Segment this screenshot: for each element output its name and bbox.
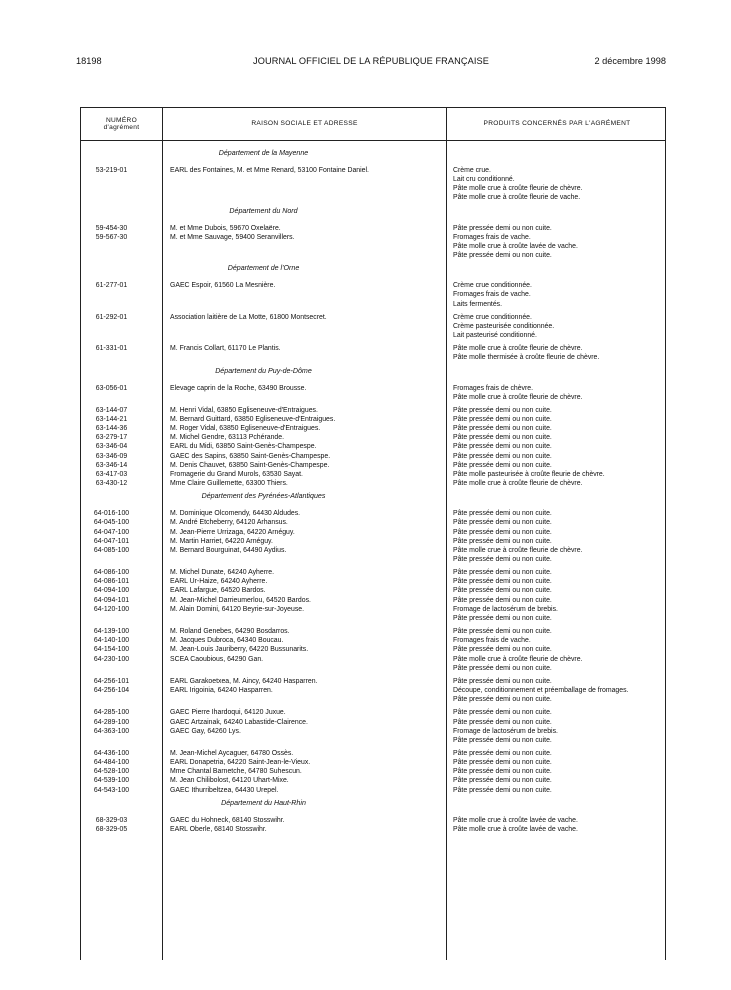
produit-item: Fromages frais de vache. — [453, 637, 531, 645]
numero-agrement: 64-045-100 — [93, 519, 130, 527]
numero-agrement: 64-154-100 — [93, 646, 130, 654]
raison-sociale: GAEC Gay, 64260 Lys. — [170, 727, 241, 735]
numero-agrement: 61-277-01 — [95, 282, 128, 290]
numero-agrement: 68-329-05 — [95, 825, 128, 833]
produit-item: Pâte pressée demi ou non cuite. — [453, 749, 552, 757]
produit-item: Pâte pressée demi ou non cuite. — [453, 709, 552, 717]
produits-list — [446, 776, 667, 785]
table-row — [81, 568, 667, 577]
raison-sociale: EARL Donapetria, 64220 Saint-Jean-le-Vieux. — [170, 759, 311, 767]
numero-agrement: 63-346-04 — [95, 443, 128, 451]
produit-item: Fromages frais de chèvre. — [453, 384, 534, 392]
header-separator — [81, 140, 665, 141]
produit-item: Pâte pressée demi ou non cuite. — [453, 252, 552, 260]
raison-sociale: Mme Claire Guillemette, 63300 Thiers. — [170, 480, 288, 488]
produits-list — [446, 767, 667, 776]
produit-item: Pâte molle crue à croûte lavée de vache. — [453, 816, 578, 824]
produits-list — [446, 233, 667, 260]
numero-agrement: 64-230-100 — [93, 655, 130, 663]
produits-list — [446, 313, 667, 340]
numero-agrement: 64-528-100 — [93, 768, 130, 776]
produit-item: Pâte pressée demi ou non cuite. — [453, 510, 552, 518]
table-row — [81, 479, 667, 488]
table-row — [81, 596, 667, 605]
journal-title: JOURNAL OFFICIEL DE LA RÉPUBLIQUE FRANÇAISE — [253, 56, 489, 66]
raison-sociale: M. Jean-Pierre Urrizaga, 64220 Arnéguy. — [170, 528, 295, 536]
produit-item: Pâte molle crue à croûte lavée de vache. — [453, 825, 578, 833]
produits-list — [446, 424, 667, 433]
table-row — [81, 470, 667, 479]
produit-item: Pâte molle crue à croûte lavée de vache. — [453, 242, 578, 250]
numero-agrement: 63-279-17 — [95, 434, 128, 442]
produit-item: Pâte molle thermisée à croûte fleurie de chèvre. — [453, 354, 600, 362]
produits-list — [446, 708, 667, 717]
raison-sociale: GAEC Artzainak, 64240 Labastide-Clairence. — [170, 718, 308, 726]
produit-item: Pâte pressée demi ou non cuite. — [453, 452, 552, 460]
table-row — [81, 708, 667, 717]
numero-agrement: 64-139-100 — [93, 628, 130, 636]
numero-agrement: 64-140-100 — [93, 637, 130, 645]
produits-list — [446, 433, 667, 442]
produit-item: Pâte pressée demi ou non cuite. — [453, 443, 552, 451]
numero-agrement: 68-329-03 — [95, 816, 128, 824]
department-heading: Département de la Mayenne — [218, 149, 309, 157]
numero-agrement: 64-363-100 — [93, 727, 130, 735]
produit-item: Lait cru conditionné. — [453, 176, 515, 184]
numero-agrement: 63-056-01 — [95, 384, 128, 392]
produits-list — [446, 586, 667, 595]
column-header-raison-label: RAISON SOCIALE ET ADRESSE — [251, 120, 358, 128]
department-heading: Département du Nord — [229, 206, 298, 215]
produit-item: Crème crue conditionnée. — [453, 313, 532, 321]
raison-sociale: SCEA Caoubious, 64290 Gan. — [170, 655, 264, 663]
produits-list — [446, 749, 667, 758]
raison-sociale: M. Michel Dunate, 64240 Ayherre. — [170, 569, 275, 577]
table-row — [81, 776, 667, 785]
produit-item: Pâte pressée demi ou non cuite. — [453, 587, 552, 595]
produit-item: Pâte pressée demi ou non cuite. — [453, 434, 552, 442]
column-header-raison — [163, 108, 446, 140]
raison-sociale: M. Alain Domini, 64120 Beyrie-sur-Joyeuse. — [170, 605, 305, 613]
raison-sociale: M. Dominique Olcomendy, 64430 Aldudes. — [170, 510, 301, 518]
numero-agrement: 64-047-101 — [93, 537, 130, 545]
produit-item: Pâte pressée demi ou non cuite. — [453, 736, 552, 744]
raison-sociale: M. André Etcheberry, 64120 Arhansus. — [170, 519, 288, 527]
raison-sociale: M. Henri Vidal, 63850 Egliseneuve-d'Entraigues. — [170, 406, 318, 414]
table-row — [81, 718, 667, 727]
produit-item: Pâte molle crue à croûte fleurie de chèvre. — [453, 393, 583, 401]
department-heading: Département du Puy-de-Dôme — [215, 366, 312, 375]
produit-item: Pâte pressée demi ou non cuite. — [453, 759, 552, 767]
produit-item: Pâte pressée demi ou non cuite. — [453, 677, 552, 685]
produits-list — [446, 686, 667, 704]
table-row — [81, 758, 667, 767]
numero-agrement: 53-219-01 — [95, 167, 128, 174]
raison-sociale: EARL du Midi, 63850 Saint-Genès-Champespe. — [170, 443, 317, 451]
table-row — [81, 749, 667, 758]
produit-item: Pâte molle crue à croûte fleurie de chèvre. — [453, 345, 583, 353]
table-row — [81, 406, 667, 415]
produit-item: Pâte molle pasteurisée à croûte fleurie de chèvre. — [453, 470, 605, 478]
department-heading: Département de l'Orne — [227, 264, 300, 273]
produits-list — [446, 509, 667, 518]
produit-item: Pâte pressée demi ou non cuite. — [453, 556, 552, 563]
table-row — [81, 825, 667, 834]
table-row — [81, 452, 667, 461]
table-row — [81, 546, 667, 564]
column-header-numero-label: NUMÉRO d'agrément — [103, 116, 140, 131]
produits-list — [446, 415, 667, 424]
produit-item: Pâte pressée demi ou non cuite. — [453, 768, 552, 776]
produit-item: Pâte pressée demi ou non cuite. — [453, 596, 552, 604]
produits-list — [446, 166, 667, 203]
raison-sociale: M. Michel Gendre, 63113 Pchérande. — [170, 434, 285, 442]
table-row — [81, 518, 667, 527]
produit-item: Crème crue conditionnée. — [453, 282, 532, 290]
numero-agrement: 64-094-100 — [93, 587, 130, 595]
numero-agrement: 64-543-100 — [93, 786, 130, 794]
table-row — [81, 677, 667, 686]
raison-sociale: GAEC Pierre Ihardoqui, 64120 Juxue. — [170, 709, 286, 717]
produits-list — [446, 825, 667, 834]
table-row — [81, 461, 667, 470]
table-row — [81, 577, 667, 586]
produits-list — [446, 786, 667, 795]
produit-item: Pâte molle crue à croûte fleurie de chèvre. — [453, 480, 583, 488]
raison-sociale: M. Jean-Louis Jauriberry, 64220 Bussunarits. — [170, 646, 309, 654]
table-row — [81, 537, 667, 546]
produit-item: Fromages frais de vache. — [453, 233, 531, 241]
produits-list — [446, 452, 667, 461]
produits-list — [446, 442, 667, 451]
table-row — [81, 233, 667, 260]
raison-sociale: M. Bernard Bourguinat, 64490 Aydius. — [170, 546, 287, 554]
produits-list — [446, 677, 667, 686]
raison-sociale: EARL Lafargue, 64520 Bardos. — [170, 587, 266, 595]
page-header — [76, 56, 666, 70]
raison-sociale: Elevage caprin de la Roche, 63490 Brousse. — [170, 384, 307, 392]
numero-agrement: 64-285-100 — [93, 709, 130, 717]
table-row — [81, 442, 667, 451]
raison-sociale: GAEC des Sapins, 63850 Saint-Genès-Champespe. — [170, 452, 331, 460]
column-header-produits-label: PRODUITS CONCERNÉS PAR L'AGRÉMENT — [483, 120, 631, 128]
column-header-numero — [81, 108, 162, 140]
raison-sociale: GAEC Ithurribeltzea, 64430 Urepel. — [170, 786, 279, 794]
numero-agrement: 63-346-14 — [95, 461, 128, 469]
produit-item: Crème crue. — [453, 167, 491, 174]
table-row — [81, 655, 667, 673]
raison-sociale: EARL Ur-Haize, 64240 Ayherre. — [170, 578, 268, 586]
numero-agrement: 64-086-101 — [93, 578, 130, 586]
produits-list — [446, 461, 667, 470]
produits-list — [446, 605, 667, 623]
numero-agrement: 63-144-36 — [95, 425, 128, 433]
raison-sociale: M. Jacques Dubroca, 64340 Boucau. — [170, 637, 284, 645]
table-row — [81, 415, 667, 424]
produits-list — [446, 645, 667, 654]
numero-agrement: 64-256-104 — [93, 687, 130, 695]
table-row — [81, 424, 667, 433]
numero-agrement: 63-144-07 — [95, 406, 128, 414]
agrement-table — [80, 107, 666, 960]
produit-item: Pâte pressée demi ou non cuite. — [453, 415, 552, 423]
produits-list — [446, 470, 667, 479]
numero-agrement: 64-086-100 — [93, 569, 130, 577]
publication-date: 2 décembre 1998 — [594, 56, 666, 66]
raison-sociale: Mme Chantal Barnetche, 64780 Suhescun. — [170, 768, 302, 776]
produits-list — [446, 281, 667, 308]
table-row — [81, 586, 667, 595]
raison-sociale: Association laitière de La Motte, 61800 Montsecret. — [170, 313, 327, 321]
numero-agrement: 63-346-09 — [95, 452, 128, 460]
table-row — [81, 627, 667, 636]
produit-item: Lait pasteurisé conditionné. — [453, 332, 537, 340]
raison-sociale: M. Jean-Michel Darrieumerlou, 64520 Bardos. — [170, 596, 311, 604]
produits-list — [446, 627, 667, 636]
produits-list — [446, 655, 667, 673]
produit-item: Pâte pressée demi ou non cuite. — [453, 718, 552, 726]
produits-list — [446, 816, 667, 825]
raison-sociale: M. Martin Harriet, 64220 Arnéguy. — [170, 537, 273, 545]
raison-sociale: GAEC du Hohneck, 68140 Stosswihr. — [170, 816, 285, 824]
produit-item: Pâte pressée demi ou non cuite. — [453, 461, 552, 469]
produit-item: Laits fermentés. — [453, 300, 503, 308]
raison-sociale: M. et Mme Sauvage, 59400 Seranvillers. — [170, 233, 295, 241]
produit-item: Pâte pressée demi ou non cuite. — [453, 578, 552, 586]
raison-sociale: M. et Mme Dubois, 59670 Oxelaëre. — [170, 224, 281, 232]
produit-item: Crème pasteurisée conditionnée. — [453, 322, 555, 330]
numero-agrement: 64-256-101 — [93, 677, 130, 685]
numero-agrement: 61-331-01 — [95, 345, 128, 353]
table-row — [81, 344, 667, 362]
produit-item: Pâte pressée demi ou non cuite. — [453, 628, 552, 636]
raison-sociale: M. Francis Collart, 61170 Le Plantis. — [170, 345, 281, 353]
raison-sociale: Fromagerie du Grand Murols, 63530 Sayat. — [170, 470, 303, 478]
numero-agrement: 64-436-100 — [93, 749, 130, 757]
table-row — [81, 816, 667, 825]
produits-list — [446, 758, 667, 767]
table-row — [81, 786, 667, 795]
numero-agrement: 64-484-100 — [93, 759, 130, 767]
numero-agrement: 64-085-100 — [93, 546, 130, 554]
produits-list — [446, 596, 667, 605]
produits-list — [446, 718, 667, 727]
produits-list — [446, 546, 667, 564]
table-row — [81, 605, 667, 623]
table-row — [81, 281, 667, 308]
produit-item: Pâte pressée demi ou non cuite. — [453, 425, 552, 433]
produit-item: Pâte pressée demi ou non cuite. — [453, 777, 552, 785]
produit-item: Pâte molle crue à croûte fleurie de chèvre. — [453, 655, 583, 663]
produits-list — [446, 479, 667, 488]
numero-agrement: 64-047-100 — [93, 528, 130, 536]
produits-list — [446, 636, 667, 645]
raison-sociale: M. Jean Chilibolost, 64120 Uhart-Mixe. — [170, 777, 289, 785]
table-row — [81, 767, 667, 776]
produit-item: Pâte molle crue à croûte fleurie de vache. — [453, 194, 581, 202]
raison-sociale: EARL des Fontaines, M. et Mme Renard, 53100 Fontaine Daniel. — [170, 167, 369, 174]
department-heading: Département des Pyrénées-Atlantiques — [201, 492, 326, 501]
table-row — [81, 727, 667, 745]
numero-agrement: 64-120-100 — [93, 605, 130, 613]
raison-sociale: M. Jean-Michel Aycaguer, 64780 Ossès. — [170, 749, 294, 757]
produits-list — [446, 384, 667, 402]
raison-sociale: EARL Garakoetxea, M. Aincy, 64240 Hasparren. — [170, 677, 318, 685]
table-row — [81, 313, 667, 340]
produit-item: Pâte pressée demi ou non cuite. — [453, 646, 552, 654]
produit-item: Fromage de lactosérum de brebis. — [453, 727, 558, 735]
raison-sociale: EARL Oberle, 68140 Stosswihr. — [170, 825, 267, 833]
page-number: 18198 — [76, 56, 102, 66]
table-row — [81, 636, 667, 645]
produit-item: Pâte pressée demi ou non cuite. — [453, 406, 552, 414]
section-spacer — [81, 834, 667, 838]
raison-sociale: GAEC Espoir, 61560 La Mesnière. — [170, 282, 276, 290]
produits-list — [446, 406, 667, 415]
numero-agrement: 64-539-100 — [93, 777, 130, 785]
produit-item: Fromage de lactosérum de brebis. — [453, 605, 558, 613]
table-row — [81, 528, 667, 537]
department-heading: Département du Haut-Rhin — [221, 798, 306, 807]
raison-sociale: M. Bernard Guittard, 63850 Egliseneuve-d'Entraigues. — [170, 415, 336, 423]
raison-sociale: M. Denis Chauvet, 63850 Saint-Genès-Champespe. — [170, 461, 330, 469]
produit-item: Pâte pressée demi ou non cuite. — [453, 528, 552, 536]
table-row — [81, 224, 667, 233]
produit-item: Pâte pressée demi ou non cuite. — [453, 664, 552, 672]
numero-agrement: 64-016-100 — [93, 510, 130, 518]
produits-list — [446, 344, 667, 362]
produit-item: Pâte pressée demi ou non cuite. — [453, 786, 552, 794]
numero-agrement: 63-430-12 — [95, 480, 128, 488]
produit-item: Pâte pressée demi ou non cuite. — [453, 224, 552, 232]
raison-sociale: M. Roger Vidal, 63850 Egliseneuve-d'Entraigues. — [170, 425, 321, 433]
table-row — [81, 509, 667, 518]
produit-item: Pâte molle crue à croûte fleurie de chèvre. — [453, 546, 583, 554]
produit-item: Fromages frais de vache. — [453, 291, 531, 299]
table-row — [81, 686, 667, 704]
numero-agrement: 63-144-21 — [95, 415, 128, 423]
produits-list — [446, 727, 667, 745]
raison-sociale: EARL Irigoinia, 64240 Hasparren. — [170, 687, 273, 695]
produit-item: Pâte pressée demi ou non cuite. — [453, 519, 552, 527]
produits-list — [446, 568, 667, 577]
table-row — [81, 433, 667, 442]
produits-list — [446, 528, 667, 537]
numero-agrement: 64-094-101 — [93, 596, 130, 604]
numero-agrement: 59-567-30 — [95, 233, 128, 241]
produit-item: Pâte pressée demi ou non cuite. — [453, 569, 552, 577]
numero-agrement: 61-292-01 — [95, 313, 128, 321]
numero-agrement: 64-289-100 — [93, 718, 130, 726]
produit-item: Pâte pressée demi ou non cuite. — [453, 537, 552, 545]
table-body — [81, 149, 667, 838]
table-row — [81, 645, 667, 654]
produits-list — [446, 577, 667, 586]
table-row — [81, 166, 667, 203]
produit-item: Pâte pressée demi ou non cuite. — [453, 614, 552, 622]
produit-item: Pâte pressée demi ou non cuite. — [453, 696, 552, 704]
column-header-produits — [447, 108, 667, 140]
produit-item: Pâte molle crue à croûte fleurie de chèvre. — [453, 185, 583, 193]
produits-list — [446, 537, 667, 546]
numero-agrement: 59-454-30 — [95, 224, 128, 232]
produits-list — [446, 224, 667, 233]
table-row — [81, 384, 667, 402]
produits-list — [446, 518, 667, 527]
produit-item: Découpe, conditionnement et préemballage de fromages. — [453, 687, 629, 695]
numero-agrement: 63-417-03 — [95, 470, 128, 478]
raison-sociale: M. Roland Genebes, 64290 Bosdarros. — [170, 628, 290, 636]
